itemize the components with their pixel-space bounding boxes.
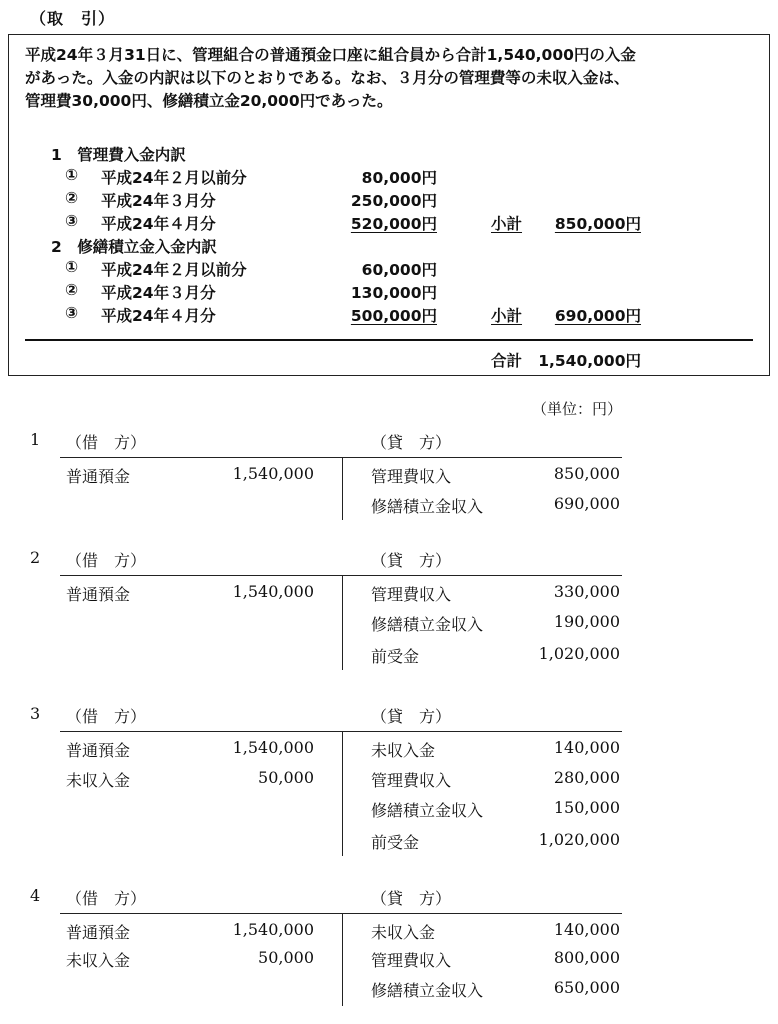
- credit-account: 修繕積立金収入: [371, 981, 484, 1000]
- option-number: 4: [30, 886, 41, 905]
- t-account-divider: [342, 732, 343, 856]
- item-label: 平成24年２月以前分: [101, 169, 247, 187]
- credit-account: 修繕積立金収入: [371, 497, 484, 516]
- credit-account: 管理費収入: [371, 771, 452, 790]
- t-account-top-rule: [60, 575, 622, 576]
- item-amount: 250,000円: [350, 192, 437, 210]
- debit-amount: 1,540,000: [232, 738, 314, 757]
- item-mark: ③: [65, 304, 79, 322]
- debit-amount: 1,540,000: [232, 920, 314, 939]
- credit-account: 未収入金: [371, 923, 436, 942]
- debit-account: 普通預金: [66, 741, 131, 760]
- t-account-top-rule: [60, 913, 622, 914]
- transaction-text-line: 平成24年３月31日に、管理組合の普通預金口座に組合員から合計1,540,000円の入金: [25, 46, 636, 64]
- credit-amount: 150,000: [553, 798, 620, 817]
- debit-header: （借 方）: [66, 889, 147, 908]
- debit-amount: 50,000: [258, 768, 314, 787]
- item-mark: ②: [65, 189, 79, 207]
- debit-amount: 50,000: [258, 948, 314, 967]
- debit-amount: 1,540,000: [232, 464, 314, 483]
- option-number: 1: [30, 430, 41, 449]
- subtotal-label: 小計: [491, 215, 523, 233]
- credit-account: 前受金: [371, 833, 420, 852]
- section-title: 2 修繕積立金入金内訳: [51, 238, 217, 256]
- transaction-box: [8, 34, 770, 376]
- credit-account: 前受金: [371, 647, 420, 666]
- credit-account: 管理費収入: [371, 467, 452, 486]
- t-account-divider: [342, 458, 343, 520]
- t-account-top-rule: [60, 457, 622, 458]
- t-account-top-rule: [60, 731, 622, 732]
- t-account-divider: [342, 576, 343, 670]
- debit-account: 普通預金: [66, 467, 131, 486]
- total-amount: 1,540,000円: [538, 352, 641, 370]
- item-label: 平成24年３月分: [101, 192, 216, 210]
- credit-amount: 650,000: [553, 978, 620, 997]
- credit-account: 管理費収入: [371, 585, 452, 604]
- item-label: 平成24年３月分: [101, 284, 216, 302]
- credit-amount: 800,000: [553, 948, 620, 967]
- subtotal-amount: 850,000円: [554, 215, 641, 233]
- answer-option-1: [0, 430, 778, 520]
- credit-amount: 1,020,000: [538, 644, 620, 663]
- debit-account: 普通預金: [66, 585, 131, 604]
- item-amount: 60,000円: [361, 261, 437, 279]
- credit-amount: 280,000: [553, 768, 620, 787]
- item-amount: 500,000円: [350, 307, 437, 325]
- debit-account: 普通預金: [66, 923, 131, 942]
- credit-account: 未収入金: [371, 741, 436, 760]
- section-title: 1 管理費入金内訳: [51, 146, 186, 164]
- credit-amount: 850,000: [553, 464, 620, 483]
- transaction-header: （取 引）: [30, 9, 116, 28]
- total-label: 合計: [491, 352, 523, 370]
- debit-header: （借 方）: [66, 433, 147, 452]
- debit-amount: 1,540,000: [232, 582, 314, 601]
- answer-option-4: [0, 886, 778, 1010]
- credit-header: （貸 方）: [371, 551, 452, 570]
- item-amount: 80,000円: [361, 169, 437, 187]
- credit-account: 修繕積立金収入: [371, 801, 484, 820]
- credit-account: 修繕積立金収入: [371, 615, 484, 634]
- item-label: 平成24年２月以前分: [101, 261, 247, 279]
- total-rule: [25, 339, 753, 341]
- credit-header: （貸 方）: [371, 433, 452, 452]
- item-mark: ②: [65, 281, 79, 299]
- subtotal-amount: 690,000円: [554, 307, 641, 325]
- answer-option-2: [0, 548, 778, 672]
- item-mark: ①: [65, 166, 79, 184]
- credit-amount: 330,000: [553, 582, 620, 601]
- transaction-text-line: 管理費30,000円、修繕積立金20,000円であった。: [25, 92, 393, 110]
- credit-header: （貸 方）: [371, 707, 452, 726]
- credit-amount: 1,020,000: [538, 830, 620, 849]
- t-account-divider: [342, 914, 343, 1006]
- credit-amount: 140,000: [553, 738, 620, 757]
- debit-header: （借 方）: [66, 551, 147, 570]
- subtotal-label: 小計: [491, 307, 523, 325]
- item-mark: ③: [65, 212, 79, 230]
- debit-account: 未収入金: [66, 951, 131, 970]
- item-mark: ①: [65, 258, 79, 276]
- credit-amount: 140,000: [553, 920, 620, 939]
- credit-amount: 190,000: [553, 612, 620, 631]
- item-amount: 130,000円: [350, 284, 437, 302]
- option-number: 2: [30, 548, 41, 567]
- unit-label: （単位：円）: [531, 400, 622, 418]
- item-amount: 520,000円: [350, 215, 437, 233]
- debit-account: 未収入金: [66, 771, 131, 790]
- credit-amount: 690,000: [553, 494, 620, 513]
- credit-account: 管理費収入: [371, 951, 452, 970]
- item-label: 平成24年４月分: [101, 307, 216, 325]
- transaction-text-line: があった。入金の内訳は以下のとおりである。なお、３月分の管理費等の未収入金は、: [25, 69, 630, 87]
- credit-header: （貸 方）: [371, 889, 452, 908]
- item-label: 平成24年４月分: [101, 215, 216, 233]
- debit-header: （借 方）: [66, 707, 147, 726]
- answer-option-3: [0, 704, 778, 860]
- option-number: 3: [30, 704, 41, 723]
